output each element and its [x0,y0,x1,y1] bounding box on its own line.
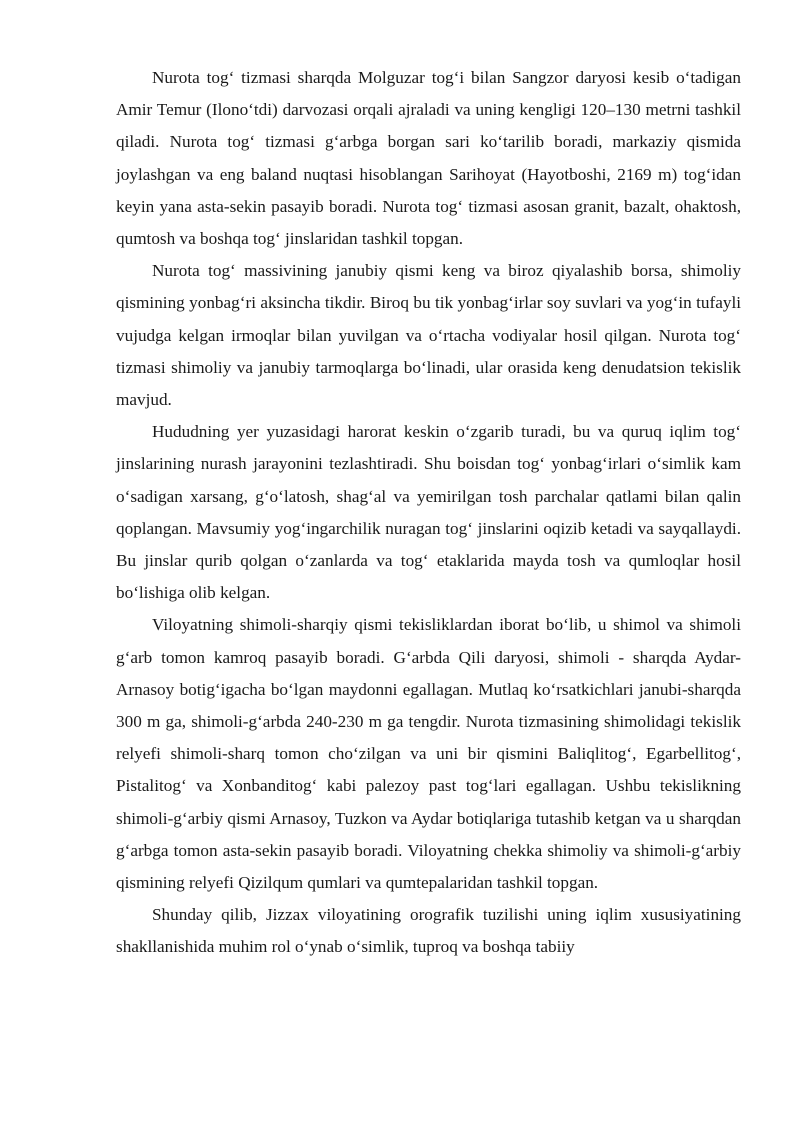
paragraph-conclusion: Shunday qilib, Jizzax viloyatining orografik tuzilishi uning iqlim xususiyatining shakllanishida muhim rol o‘ynab o‘simlik, tuproq va boshqa tabiiy [116,905,741,957]
paragraph-temperature-weathering: Hududning yer yuzasidagi harorat keskin o‘zgarib turadi, bu va quruq iqlim tog‘ jinslarining nurash jarayonini tezlashtiradi. Shu boisdan tog‘ yonbag‘irlari o‘simlik kam o‘sadigan xarsang, g‘o‘latosh, shag‘al va yemirilgan tosh parchalar qatlami bilan qalin qoplangan. Mavsumiy yog‘ingarchilik nuragan tog‘ jinslarini oqizib ketadi va sayqallaydi. Bu jinslar qurib qolgan o‘zanlarda va tog‘ etaklarida mayda tosh va qumloqlar hosil bo‘lishiga olib kelgan. [116,422,741,603]
paragraph-nurota-ridge: Nurota tog‘ tizmasi sharqda Molguzar tog‘i bilan Sangzor daryosi kesib o‘tadigan Amir Temur (Ilono‘tdi) darvozasi orqali ajraladi va uning kengligi 120–130 metrni tashkil qiladi. Nurota tog‘ tizmasi g‘arbga borgan sari ko‘tarilib boradi, markaziy qismida joylashgan va eng baland nuqtasi hisoblangan Sarihoyat (Hayotboshi, 2169 m) tog‘idan keyin yana asta-sekin pasayib boradi. Nurota tog‘ tizmasi asosan granit, bazalt, ohaktosh, qumtosh va boshqa tog‘ jinslaridan tashkil topgan. [116,68,741,249]
paragraph-nurota-massif: Nurota tog‘ massivining janubiy qismi keng va biroz qiyalashib borsa, shimoliy qismining yonbag‘ri aksincha tikdir. Biroq bu tik yonbag‘irlar soy suvlari va yog‘in tufayli vujudga kelgan irmoqlar bilan yuvilgan va o‘rtacha vodiyalar hosil qilgan. Nurota tog‘ tizmasi shimoliy va janubiy tarmoqlarga bo‘linadi, ular orasida keng denudatsion tekislik mavjud. [116,261,741,410]
paragraph-northeast-plains: Viloyatning shimoli-sharqiy qismi tekisliklardan iborat bo‘lib, u shimol va shimoli g‘arb tomon kamroq pasayib boradi. G‘arbda Qili daryosi, shimoli - sharqda Aydar-Arnasoy botig‘igacha bo‘lgan maydonni egallagan. Mutlaq ko‘rsatkichlari janubi-sharqda 300 m ga, shimoli-g‘arbda 240-230 m ga tengdir. Nurota tizmasining shimolidagi tekislik relyefi shimoli-sharq tomon cho‘zilgan va uni bir qismini Baliqlitog‘, Egarbellitog‘, Pistalitog‘ va Xonbanditog‘ kabi palezoy past tog‘lari egallagan. Ushbu tekislikning shimoli-g‘arbiy qismi Arnasoy, Tuzkon va Aydar botiqlariga tutashib ketgan va u sharqdan g‘arbga tomon asta-sekin pasayib boradi. Viloyatning chekka shimoliy va shimoli-g‘arbiy qismining relyefi Qizilqum qumlari va qumtepalaridan tashkil topgan. [116,615,741,893]
document-page [116,62,741,964]
